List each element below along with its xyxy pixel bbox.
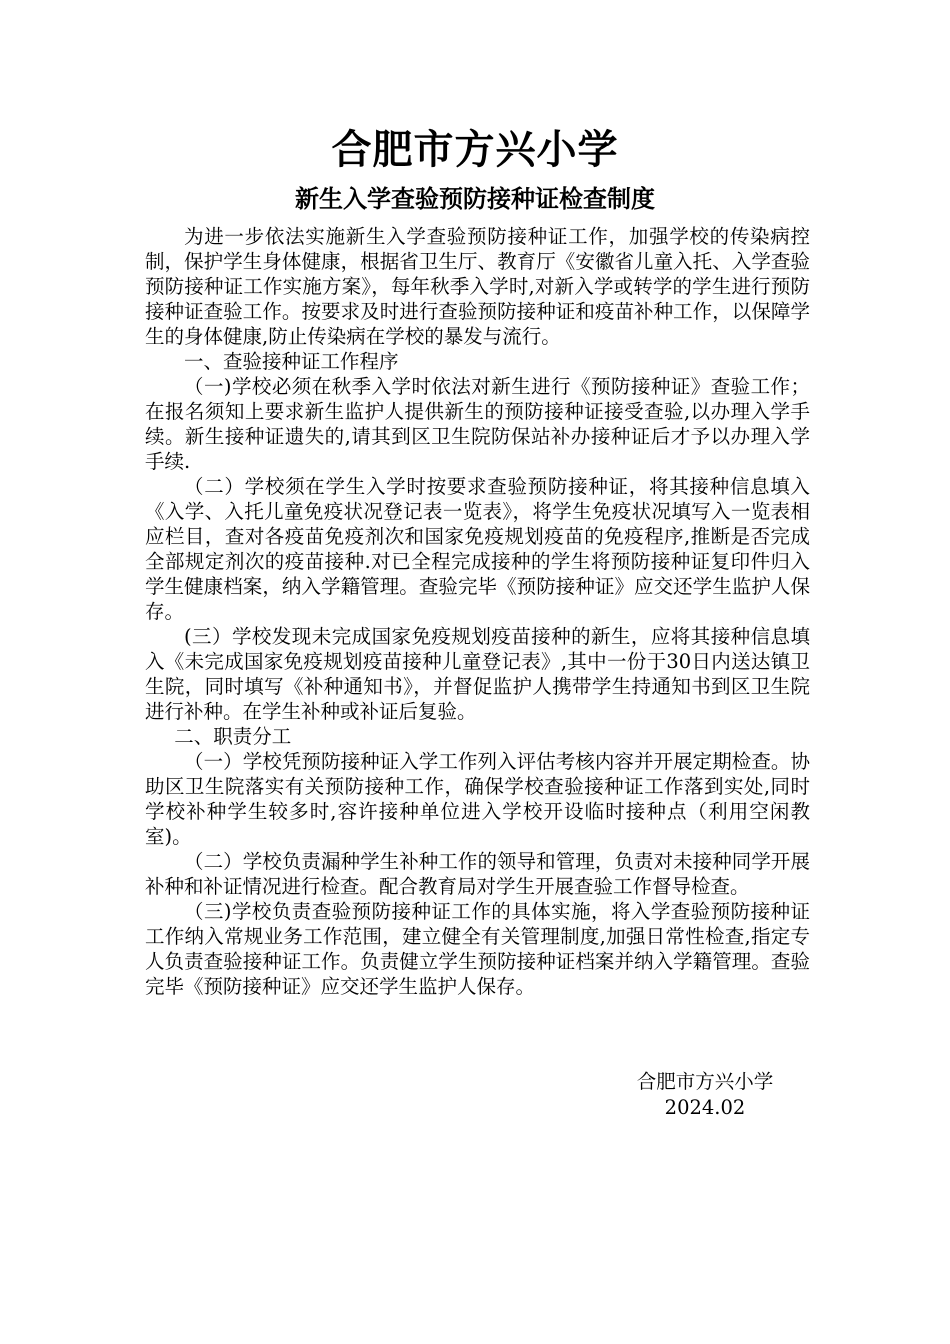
signature-date: 2024.02 [664,1096,746,1119]
section-2-item-2: （二）学校负责漏种学生补种工作的领导和管理，负责对未接种同学开展补种和补证情况进行检查。配合教育局对学生开展查验工作督导检查。 [145,850,810,898]
section-1-heading: 一、查验接种证工作程序 [184,350,399,373]
section-1-item-2: （二）学校须在学生入学时按要求查验预防接种证，将其接种信息填入《入学、入托儿童免疫状况登记表一览表》，将学生免疫状况填写入一览表相应栏目，查对各疫苗免疫剂次和国家免疫规划疫苗的免疫程序,推断是否完成全部规定剂次的疫苗接种.对已全程完成接种的学生将预防接种证复印件归入学生健康档案，纳入学籍管理。查验完毕《预防接种证》应交还学生监护人保存。 [145,475,810,623]
signature-organization: 合肥市方兴小学 [636,1070,774,1093]
section-2-item-3: （三)学校负责查验预防接种证工作的具体实施，将入学查验预防接种证工作纳入常规业务工作范围，建立健全有关管理制度,加强日常性检查,指定专人负责查验接种证工作。负责健立学生预防接种证档案并纳入学籍管理。查验完毕《预防接种证》应交还学生监护人保存。 [145,900,810,998]
section-2-heading: 二、职责分工 [174,725,292,748]
intro-paragraph: 为进一步依法实施新生入学查验预防接种证工作，加强学校的传染病控制，保护学生身体健康，根据省卫生厅、教育厅《安徽省儿童入托、入学查验预防接种证工作实施方案》，每年秋季入学时,对新入学或转学的学生进行预防接种证查验工作。按要求及时进行查验预防接种证和疫苗补种工作，以保障学生的身体健康,防止传染病在学校的暴发与流行。 [145,225,810,348]
page-title: 合肥市方兴小学 [331,127,619,173]
section-2-item-1: （一）学校凭预防接种证入学工作列入评估考核内容并开展定期检查。协助区卫生院落实有关预防接种工作，确保学校查验接种证工作落到实处,同时学校补种学生较多时,容许接种单位进入学校开设临时接种点（利用空闲教室)。 [145,750,810,848]
section-1-item-1: （一)学校必须在秋季入学时依法对新生进行《预防接种证》查验工作；在报名须知上要求新生监护人提供新生的预防接种证接受查验,以办理入学手续。新生接种证遗失的,请其到区卫生院防保站补办接种证后才予以办理入学手续. [145,375,810,473]
document-body [145,224,810,999]
page-subtitle: 新生入学查验预防接种证检查制度 [295,185,655,213]
section-1-item-3: (三）学校发现未完成国家免疫规划疫苗接种的新生，应将其接种信息填入《未完成国家免疫规划疫苗接种儿童登记表》,其中一份于30日内送达镇卫生院，同时填写《补种通知书》，并督促监护人携带学生持通知书到区卫生院进行补种。在学生补种或补证后复验。 [145,625,810,723]
signature-block [600,1069,810,1121]
